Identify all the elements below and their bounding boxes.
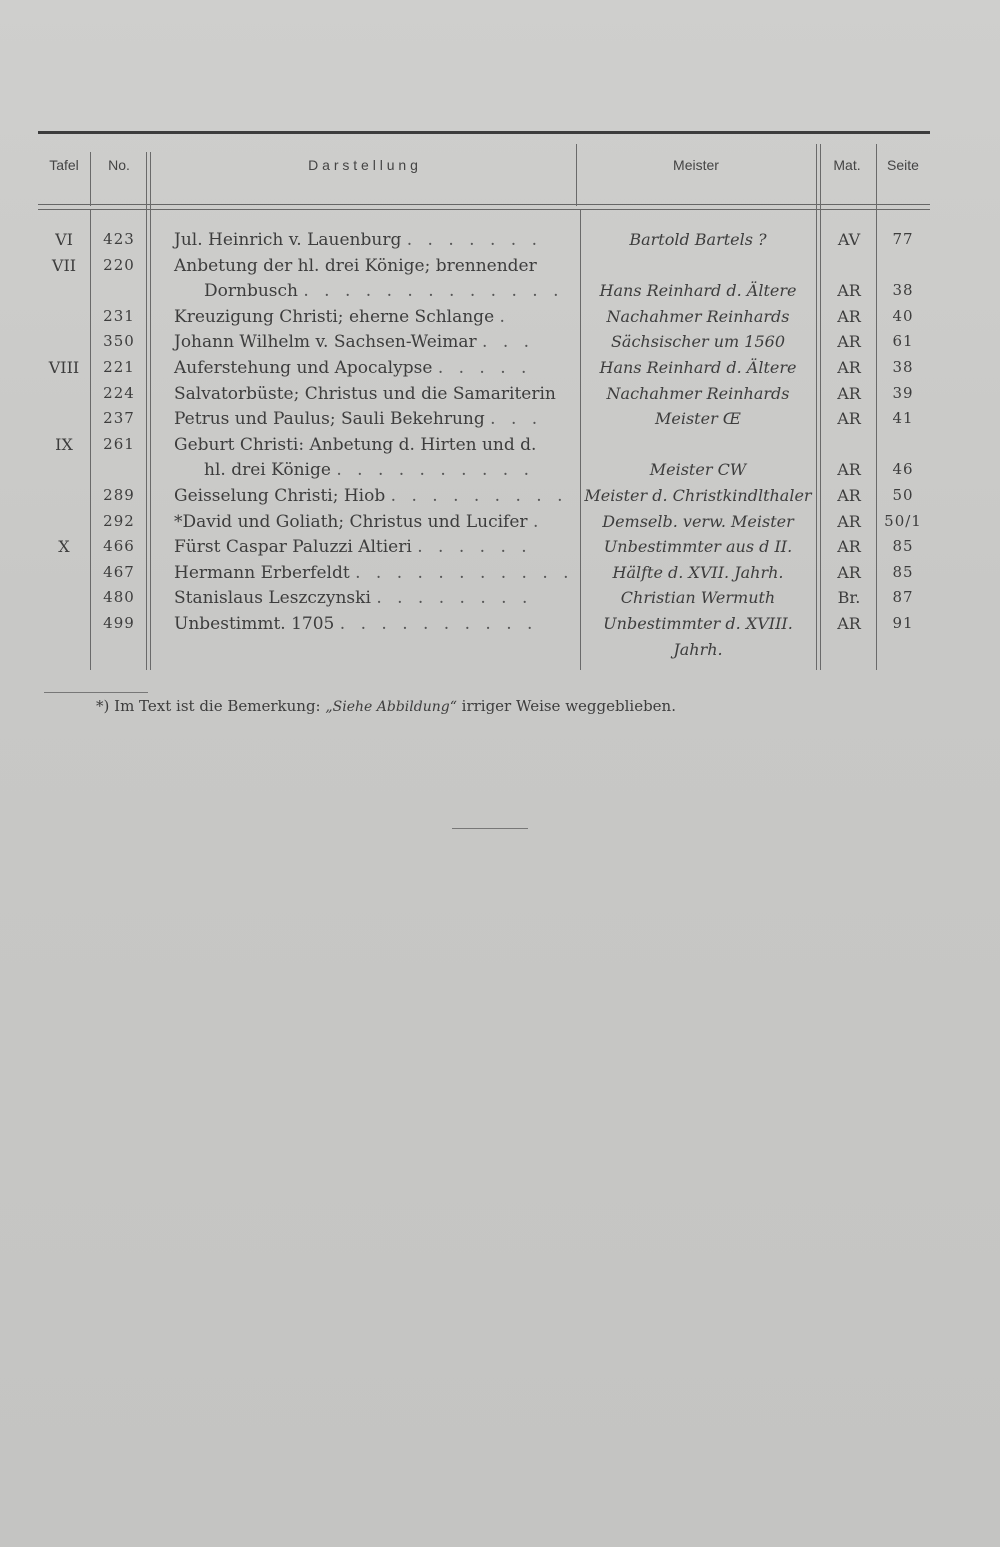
darstellung-text: Hermann Erberfeldt: [174, 563, 350, 583]
cell-darstellung: [174, 512, 543, 532]
cell-no: 221: [103, 358, 135, 376]
table-header: [38, 134, 930, 196]
cell-no: 237: [103, 409, 135, 427]
cell-darstellung: [174, 563, 574, 583]
cell-tafel: VI: [55, 230, 73, 249]
darstellung-text: Petrus und Paulus; Sauli Bekehrung: [174, 409, 485, 429]
cell-no: 220: [103, 256, 135, 274]
cell-meister: Jahrh.: [673, 640, 723, 659]
cell-mat: Br.: [837, 588, 861, 607]
cell-mat: AR: [837, 537, 861, 556]
cell-mat: AR: [837, 307, 861, 326]
cell-meister: Unbestimmter aus d II.: [603, 537, 793, 556]
footnote-rule: [44, 692, 148, 693]
cell-seite: 77: [892, 230, 914, 248]
cell-darstellung: [204, 281, 563, 301]
cell-no: 292: [103, 512, 135, 530]
darstellung-text: Dornbusch: [204, 281, 298, 301]
leader-dots: . . . . .: [437, 358, 532, 378]
darstellung-text: Fürst Caspar Paluzzi Altieri: [174, 537, 412, 557]
darstellung-text: Jul. Heinrich v. Lauenburg: [174, 230, 402, 250]
cell-meister: Hälfte d. XVII. Jahrh.: [612, 563, 784, 582]
darstellung-text: Auferstehung und Apocalypse: [174, 358, 433, 378]
cell-meister: Sächsischer um 1560: [610, 332, 786, 351]
cell-no: 480: [103, 588, 135, 606]
cell-darstellung: [204, 460, 534, 480]
cell-seite: 50: [892, 486, 914, 504]
cell-tafel: VIII: [48, 358, 80, 377]
cell-meister: Meister CW: [649, 460, 747, 479]
footnote-marker: *): [96, 697, 110, 715]
leader-dots: . . . . . . .: [406, 230, 542, 250]
cell-mat: AR: [837, 460, 861, 479]
cell-no: 466: [103, 537, 135, 555]
cell-mat: AR: [837, 384, 861, 403]
cell-no: 261: [103, 435, 135, 453]
footnote-text-after: irriger Weise weggeblieben.: [461, 697, 676, 715]
darstellung-text: Geisselung Christi; Hiob: [174, 486, 386, 506]
cell-meister: Demselb. verw. Meister: [602, 512, 794, 531]
cell-meister: Meister Œ: [654, 409, 741, 428]
cell-darstellung: [174, 358, 531, 378]
cell-no: 499: [103, 614, 135, 632]
footnote-text-before: Im Text ist die Bemerkung:: [114, 697, 321, 715]
col-rule: [876, 144, 877, 670]
darstellung-text: hl. drei Könige: [204, 460, 331, 480]
cell-mat: AR: [837, 358, 861, 377]
cell-meister: Meister d. Christkindlthaler: [584, 486, 812, 505]
index-table: [38, 134, 930, 659]
cell-darstellung: [174, 332, 534, 352]
darstellung-text: Unbestimmt. 1705: [174, 614, 335, 634]
cell-mat: AR: [837, 614, 861, 633]
cell-tafel: X: [58, 537, 70, 556]
footnote: [96, 697, 676, 715]
cell-seite: 38: [892, 281, 914, 299]
darstellung-text: Geburt Christi: Anbetung d. Hirten und d.: [174, 435, 537, 455]
darstellung-text: Kreuzigung Christi; eherne Schlange: [174, 307, 495, 327]
cell-no: 350: [103, 332, 135, 350]
leader-dots: . . .: [490, 409, 543, 429]
header-seite: Seite: [887, 157, 919, 173]
col-rule: [90, 152, 91, 206]
end-rule: [452, 828, 528, 829]
darstellung-text: *David und Goliath; Christus und Lucifer: [174, 512, 528, 532]
cell-meister: Unbestimmter d. XVIII.: [603, 614, 793, 633]
cell-mat: AR: [837, 512, 861, 531]
cell-seite: 38: [892, 358, 914, 376]
header-tafel: Tafel: [49, 157, 79, 173]
cell-darstellung: [174, 486, 568, 506]
cell-darstellung: [174, 409, 542, 429]
leader-dots: . . . . . . . . . .: [339, 614, 538, 634]
cell-seite: 61: [892, 332, 914, 350]
cell-no: 289: [103, 486, 135, 504]
cell-mat: AR: [837, 563, 861, 582]
footnote-quote: „Siehe Abbildung“: [325, 699, 457, 715]
leader-dots: .: [499, 307, 510, 327]
leader-dots: . . . . . . . . . . . . .: [303, 281, 564, 301]
cell-no: 224: [103, 384, 135, 402]
cell-seite: 87: [892, 588, 914, 606]
cell-meister: Christian Wermuth: [620, 588, 776, 607]
col-rule: [816, 144, 821, 670]
cell-darstellung: [174, 614, 537, 634]
leader-dots: . . .: [482, 332, 535, 352]
cell-no: 231: [103, 307, 135, 325]
leader-dots: . . . . . . . . .: [390, 486, 568, 506]
darstellung-text: Anbetung der hl. drei Könige; brennender: [174, 256, 537, 276]
cell-darstellung: [174, 588, 532, 608]
leader-dots: . . . . . . . . . .: [336, 460, 535, 480]
leader-dots: .: [532, 512, 544, 532]
cell-tafel: VII: [51, 256, 77, 275]
cell-mat: AR: [837, 409, 861, 428]
header-no: No.: [108, 157, 130, 173]
cell-darstellung: [174, 230, 542, 250]
cell-darstellung: [174, 307, 510, 327]
cell-darstellung: [174, 537, 532, 557]
leader-dots: . . . . . .: [417, 537, 532, 557]
cell-darstellung: [174, 435, 536, 455]
cell-seite: 91: [892, 614, 914, 632]
cell-meister: Nachahmer Reinhards: [606, 307, 790, 326]
cell-seite: 46: [892, 460, 914, 478]
cell-mat: AV: [837, 230, 861, 249]
cell-seite: 85: [892, 563, 914, 581]
cell-meister: Nachahmer Reinhards: [606, 384, 790, 403]
cell-seite: 50/1: [884, 512, 922, 530]
header-darstellung: D a r s t e l l u n g: [308, 157, 418, 173]
cell-no: 467: [103, 563, 135, 581]
col-rule: [576, 144, 577, 206]
cell-seite: 85: [892, 537, 914, 555]
cell-no: 423: [103, 230, 135, 248]
cell-darstellung: [174, 256, 537, 276]
cell-seite: 41: [892, 409, 914, 427]
cell-seite: 40: [892, 307, 914, 325]
cell-mat: AR: [837, 486, 861, 505]
header-divider: [38, 204, 930, 210]
cell-seite: 39: [892, 384, 914, 402]
cell-tafel: IX: [55, 435, 73, 454]
cell-meister: Bartold Bartels ?: [629, 230, 767, 249]
header-mat: Mat.: [833, 157, 861, 173]
cell-meister: Hans Reinhard d. Ältere: [599, 281, 797, 300]
leader-dots: . . . . . . . .: [376, 588, 533, 608]
darstellung-text: Stanislaus Leszczynski: [174, 588, 371, 608]
leader-dots: . . . . . . . . . . .: [355, 563, 574, 583]
header-meister: Meister: [673, 157, 719, 173]
cell-darstellung: [174, 384, 556, 404]
darstellung-text: Salvatorbüste; Christus und die Samariterin: [174, 384, 556, 404]
darstellung-text: Johann Wilhelm v. Sachsen-Weimar: [174, 332, 477, 352]
cell-mat: AR: [837, 332, 861, 351]
cell-meister: Hans Reinhard d. Ältere: [599, 358, 797, 377]
cell-mat: AR: [837, 281, 861, 300]
